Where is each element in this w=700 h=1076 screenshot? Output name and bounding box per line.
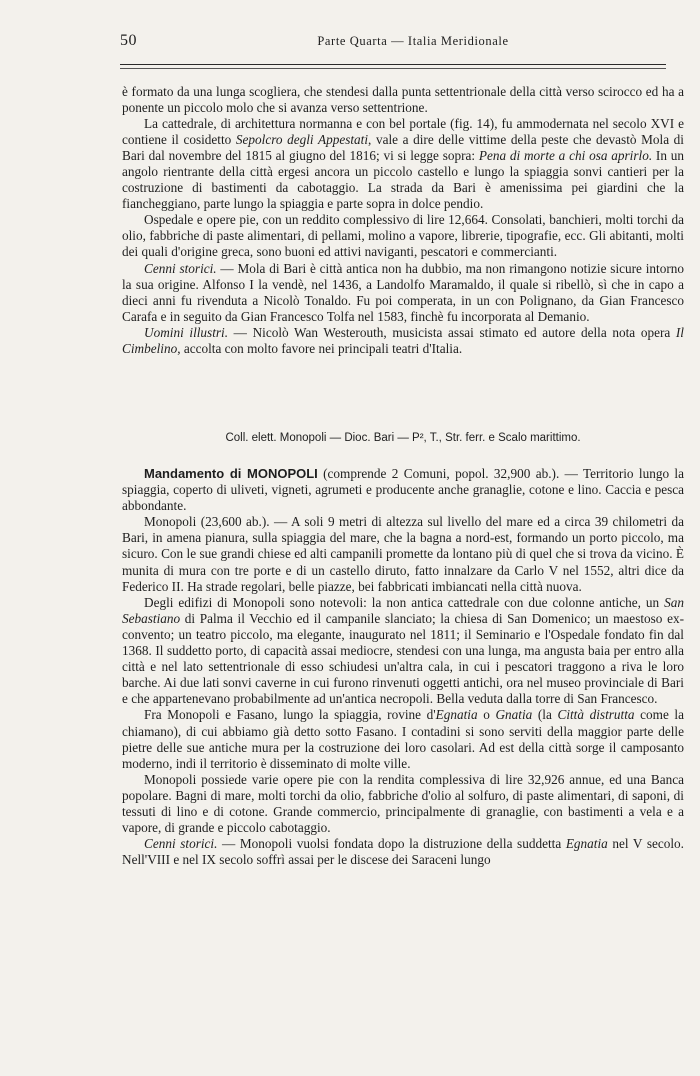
paragraph-illustrious: Uomini illustri. — Nicolò Wan Westerouth, musicista assai stimato ed autore della nota opera Il Cimbelino, accolta con molto favore nei principali teatri d'Italia. [122,324,684,356]
electoral-info-line: Coll. elett. Monopoli — Dioc. Bari — P², T., Str. ferr. e Scalo marittimo. [225,432,581,444]
paragraph-monopoli-history: Cenni storici. — Monopoli vuolsi fondata dopo la distruzione della suddetta Egnatia nel V secolo. Nell'VIII e nel IX secolo soffrì assai per le discese dei Saraceni lungo [122,836,684,868]
header-rule [120,64,666,65]
history-label: Cenni storici. [144,260,217,276]
italic-inscription: Pena di morte a chi osa aprirlo. [478,148,653,164]
paragraph-history: Cenni storici. — Mola di Bari è città antica non ha dubbio, ma non rimangono notizie sicure intorno la sua origine. Alfonso I la vendè, nel 1436, a Landolfo Maramaldo, il quale si ribellò, sì che in capo a dieci anni fu rivenduta a Nicolò Tonaldo. Fu poi comperata, in un con Polignano, da Gian Francesco Carafa e in seguito da Gian Francesco Tolfa nel 1583, finchè fu incorporata al Demanio. [122,260,684,324]
monopoli-section [122,466,684,868]
paragraph-cathedral: La cattedrale, di architettura normanna e con bel portale (fig. 14), fu ammodernata nel secolo XVI e contiene il cosidetto Sepolcro degli Appestati, vale a dire delle vittime della peste che devastò Mola di Bari dal novembre del 1815 al giugno del 1816; vi si legge sopra: Pena di morte a chi osa aprirlo. In un angolo rientrante della città ergesi ancora un piccolo castello e lungo la spiaggia sonvi cantieri per la costruzione di bastimenti da cabotaggio. La strada da Bari è amenissima pei giardini che la fiancheggiano, parte lungo la spiaggia e parte sopra in dolce pendio. [122,116,685,212]
running-head: Parte Quarta — Italia Meridionale [317,34,509,48]
paragraph-egnatia: Fra Monopoli e Fasano, lungo la spiaggia, rovine d'Egnatia o Gnatia (la Città distrutta come la chiamano), di cui abbiamo già detto sotto Fasano. I contadini si sono serviti della maggior parte delle pietre delle sue antiche mura per la costruzione dei loro casolari. Ad est della città sorge il camposanto moderno, indi il territorio è disseminato di molte ville. [122,707,684,771]
page-header [120,32,666,58]
paragraph-buildings: Degli edifizi di Monopoli sono notevoli: la non antica cattedrale con due colonne antiche, un San Sebastiano di Palma il Vecchio ed il campanile slanciato; la chiesa di San Domenico; un maestoso ex-convento; un teatro piccolo, ma elegante, inaugurato nel 1811; il Seminario e l'Ospedale fondato fin dal 1368. Il suddetto porto, di capacità assai mediocre, stendesi con una lunga, ma angusta baia per entro alla città e nel lato settentrionale di esso schiudesi un'altra cala, in cui i pescatori traggono a riva le loro barche. Ai due lati sonvi caverne in cui furono rinvenuti oggetti antichi, ora nel museo provinciale di Bari e che appartenevano probabilmente ad un'antica necropoli. Bella veduta dalla torre di San Francesco. [122,594,684,707]
paragraph-monopoli-intro: Monopoli (23,600 ab.). — A soli 9 metri di altezza sul livello del mare ed a circa 39 chilometri da Bari, in amena pianura, sulla spiaggia del mare, che la bagna a nord-est, formando un porto piccolo, ma sicuro. Con le sue grandi chiese ed alti campanili promette da lontano più di quel che si trova da vicino. È munita di mura con tre porte e di un castello diruto, fatto innalzare da Carlo V nel 1552, altri dice da Federico II. Ha strade regolari, belle piazze, bei fabbricati imbiancati nella città nuova. [122,514,684,594]
mola-di-bari-section [122,84,684,357]
opera-title: Il Cimbelino [122,324,684,356]
page-number: 50 [120,32,137,49]
history-label: Cenni storici. [144,836,218,852]
paragraph-economy: Monopoli possiede varie opere pie con la rendita complessiva di lire 32,926 annue, ed una Banca popolare. Bagni di mare, molti torchi da olio, fabbriche d'olio al solfuro, di paste alimentari, di saponi, di tessuti di lino e di cotone. Grande commercio, principalmente di granaglie, con bastimenti a vela e a vapore, di grande e piccolo cabotaggio. [122,771,684,836]
mandamento-heading: Mandamento di MONOPOLI [144,466,318,481]
artwork-title: San Sebastiano [122,594,684,626]
paragraph-mandamento: Mandamento di MONOPOLI (comprende 2 Comuni, popol. 32,900 ab.). — Territorio lungo la spiaggia, coperto di uliveti, vigneti, agrumeti e producente anche granaglie, cotone e lino. Caccia e pesca abbondante. [122,466,684,514]
italic-term: Sepolcro degli Appestati [235,132,369,148]
header-rule-thin [120,68,666,69]
illustrious-label: Uomini illustri. [144,324,229,340]
paragraph-harbor: è formato da una lunga scogliera, che stendesi dalla punta settentrionale della città verso scirocco ed ha a ponente un piccolo molo che si avanza verso settentrione. [122,84,684,116]
paragraph-institutions: Ospedale e opere pie, con un reddito complessivo di lire 12,664. Consolati, banchieri, molti torchi da olio, fabbriche di paste alimentari, di pellami, molino a vapore, librerie, tipografie, ecc. Gli abitanti, molti dei quali d'origine greca, sono buoni ed attivi naviganti, pescatori e commercianti. [122,212,684,260]
